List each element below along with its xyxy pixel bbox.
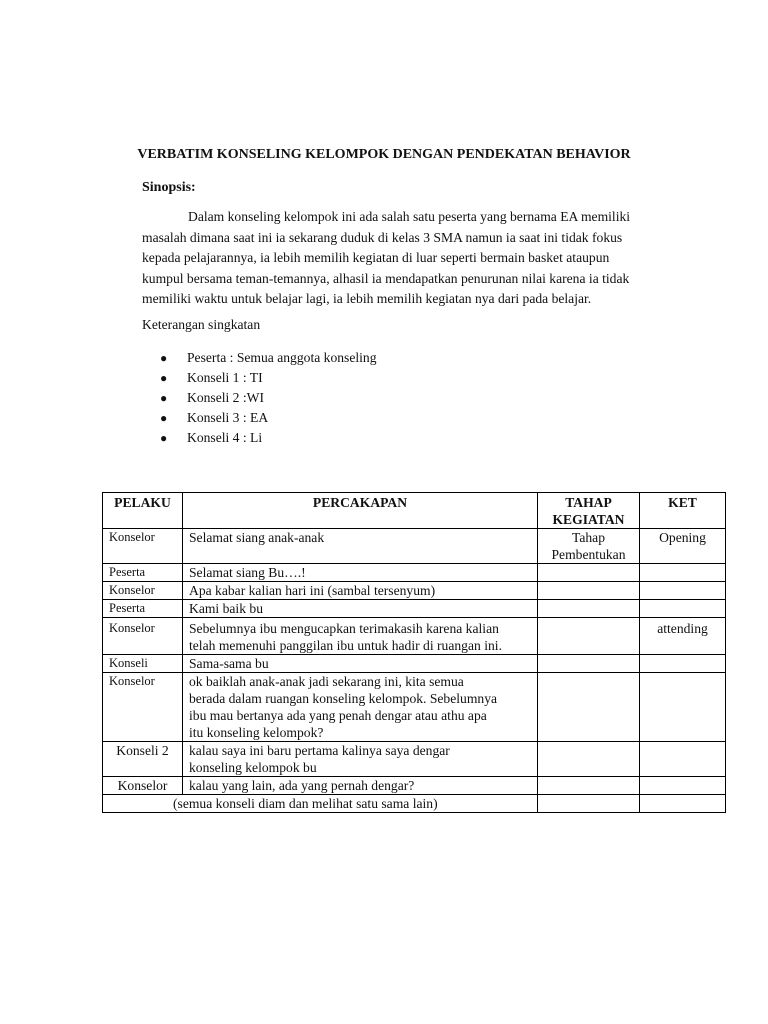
cell-ket [640,673,726,742]
table-row [103,618,726,655]
verbatim-table [102,492,726,813]
header-tahap-kegiatan: TAHAP KEGIATAN [538,493,640,529]
cell-pelaku: Konselor [103,673,183,742]
cell-ket [640,742,726,777]
table-row [103,742,726,777]
cell-pelaku: Konselor [103,582,183,600]
cell-ket: attending [640,618,726,655]
document-title: VERBATIM KONSELING KELOMPOK DENGAN PENDEKATAN BEHAVIOR [137,147,631,162]
cell-percakapan: kalau yang lain, ada yang pernah dengar? [183,777,538,795]
table-row [103,673,726,742]
table-row [103,582,726,600]
list-item: ● Konseli 3 : EA [160,408,377,428]
table-row-note [103,795,726,813]
sinopsis-label: Sinopsis: [142,180,196,195]
bullet-icon: ● [160,371,168,385]
cell-ket [640,582,726,600]
cell-ket: Opening [640,529,726,564]
cell-pelaku: Konseli [103,655,183,673]
cell-ket [640,600,726,618]
cell-tahap [538,582,640,600]
cell-pelaku: Konseli 2 [103,742,183,777]
bullet-icon: ● [160,391,168,405]
cell-pelaku: Peserta [103,600,183,618]
list-item: ● Peserta : Semua anggota konseling [160,348,377,368]
cell-ket [640,655,726,673]
bullet-icon: ● [160,351,168,365]
bullet-icon: ● [160,411,168,425]
header-pelaku: PELAKU [103,493,183,529]
table-header-row [103,493,726,529]
header-ket: KET [640,493,726,529]
cell-percakapan: Sama-sama bu [183,655,538,673]
cell-tahap [538,618,640,655]
sinopsis-paragraph [142,207,652,310]
cell-tahap [538,564,640,582]
table-row [103,777,726,795]
sinopsis-line: kumpul bersama teman-temannya, alhasil ia mendapatkan penurunan nilai karena ia tidak [142,270,630,286]
cell-percakapan: Sebelumnya ibu mengucapkan terimakasih karena kalian telah memenuhi panggilan ibu untuk hadir di ruangan ini. [183,618,538,655]
sinopsis-line: Dalam konseling kelompok ini ada salah satu peserta yang bernama EA memiliki [188,209,631,224]
cell-percakapan: kalau saya ini baru pertama kalinya saya dengar konseling kelompok bu [183,742,538,777]
cell-tahap: Tahap Pembentukan [538,529,640,564]
cell-note: (semua konseli diam dan melihat satu sama lain) [103,795,538,813]
cell-percakapan: Kami baik bu [183,600,538,618]
cell-percakapan: Selamat siang Bu….! [183,564,538,582]
cell-tahap [538,673,640,742]
cell-pelaku: Peserta [103,564,183,582]
list-item: ● Konseli 1 : TI [160,368,377,388]
list-item: ● Konseli 2 :WI [160,388,377,408]
cell-tahap [538,795,640,813]
header-percakapan: PERCAKAPAN [183,493,538,529]
cell-tahap [538,777,640,795]
list-item: ● Konseli 4 : Li [160,428,377,448]
sinopsis-line: kepada pelajarannya, ia lebih memilih kegiatan di luar seperti bermain basket ataupun [142,250,610,266]
cell-percakapan: ok baiklah anak-anak jadi sekarang ini, kita semua berada dalam ruangan konseling kelompok. Sebelumnya ibu mau bertanya ada yang penah dengar atau athu apa itu konseling kelompok? [183,673,538,742]
bullet-icon: ● [160,431,168,445]
table-row [103,564,726,582]
cell-ket [640,777,726,795]
table-row [103,529,726,564]
cell-percakapan: Selamat siang anak-anak [183,529,538,564]
cell-tahap [538,742,640,777]
cell-ket [640,795,726,813]
cell-tahap [538,655,640,673]
cell-pelaku: Konselor [103,618,183,655]
table-row [103,600,726,618]
cell-pelaku: Konselor [103,777,183,795]
cell-ket [640,564,726,582]
keterangan-label: Keterangan singkatan [142,317,261,332]
cell-pelaku: Konselor [103,529,183,564]
abbreviation-list [160,348,377,448]
cell-tahap [538,600,640,618]
cell-percakapan: Apa kabar kalian hari ini (sambal tersenyum) [183,582,538,600]
sinopsis-line: masalah dimana saat ini ia sekarang duduk di kelas 3 SMA namun ia saat ini tidak fokus [142,229,623,245]
table-row [103,655,726,673]
sinopsis-line: memiliki waktu untuk belajar lagi, ia lebih memilih kegiatan nya dari pada belajar. [142,291,592,307]
